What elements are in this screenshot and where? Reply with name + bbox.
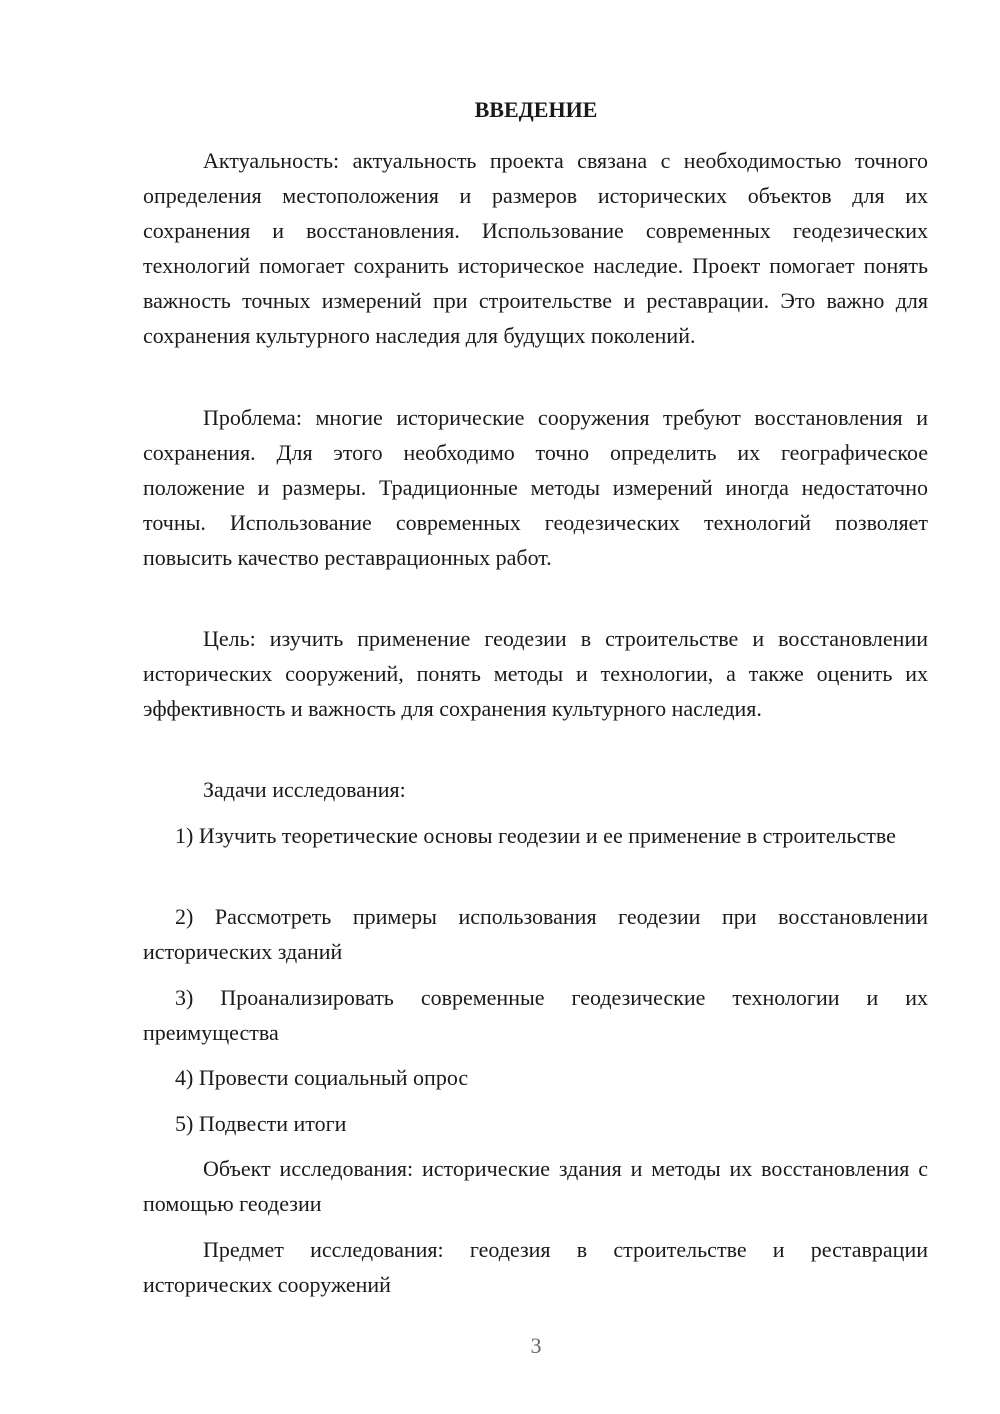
relevance-paragraph: Актуальность: актуальность проекта связана с необходимостью точного определения местоположения и размеров исторических объектов для их сохранения и восстановления. Использование современных геодезических технологий помогает сохранить историческое наследие. Проект помогает понять важность точных измерений при строительстве и реставрации. Это важно для сохранения культурного наследия для будущих поколений. <box>143 148 928 348</box>
task-item-3: 3) Проанализировать современные геодезические технологии и их преимущества <box>143 985 928 1045</box>
goal-paragraph: Цель: изучить применение геодезии в строительстве и восстановлении исторических сооружений, понять методы и технологии, а также оценить их эффективность и важность для сохранения культурного наследия. <box>143 626 928 721</box>
task-item-5: 5) Подвести итоги <box>175 1111 347 1136</box>
task-item-2: 2) Рассмотреть примеры использования геодезии при восстановлении исторических зданий <box>143 904 928 964</box>
tasks-title: Задачи исследования: <box>203 777 406 802</box>
problem-paragraph: Проблема: многие исторические сооружения требуют восстановления и сохранения. Для этого необходимо точно определить их географическое положение и размеры. Традиционные методы измерений иногда недостаточно точны. Использование современных геодезических технологий позволяет повысить качество реставрационных работ. <box>143 405 928 570</box>
task-item-1: 1) Изучить теоретические основы геодезии и ее применение в строительстве <box>175 823 896 848</box>
section-heading: ВВЕДЕНИЕ <box>474 97 598 122</box>
page-number: 3 <box>530 1333 542 1358</box>
subject-paragraph: Предмет исследования: геодезия в строительстве и реставрации исторических сооружений <box>143 1237 928 1297</box>
task-item-4: 4) Провести социальный опрос <box>175 1065 469 1090</box>
object-paragraph: Объект исследования: исторические здания и методы их восстановления с помощью геодезии <box>143 1156 928 1216</box>
